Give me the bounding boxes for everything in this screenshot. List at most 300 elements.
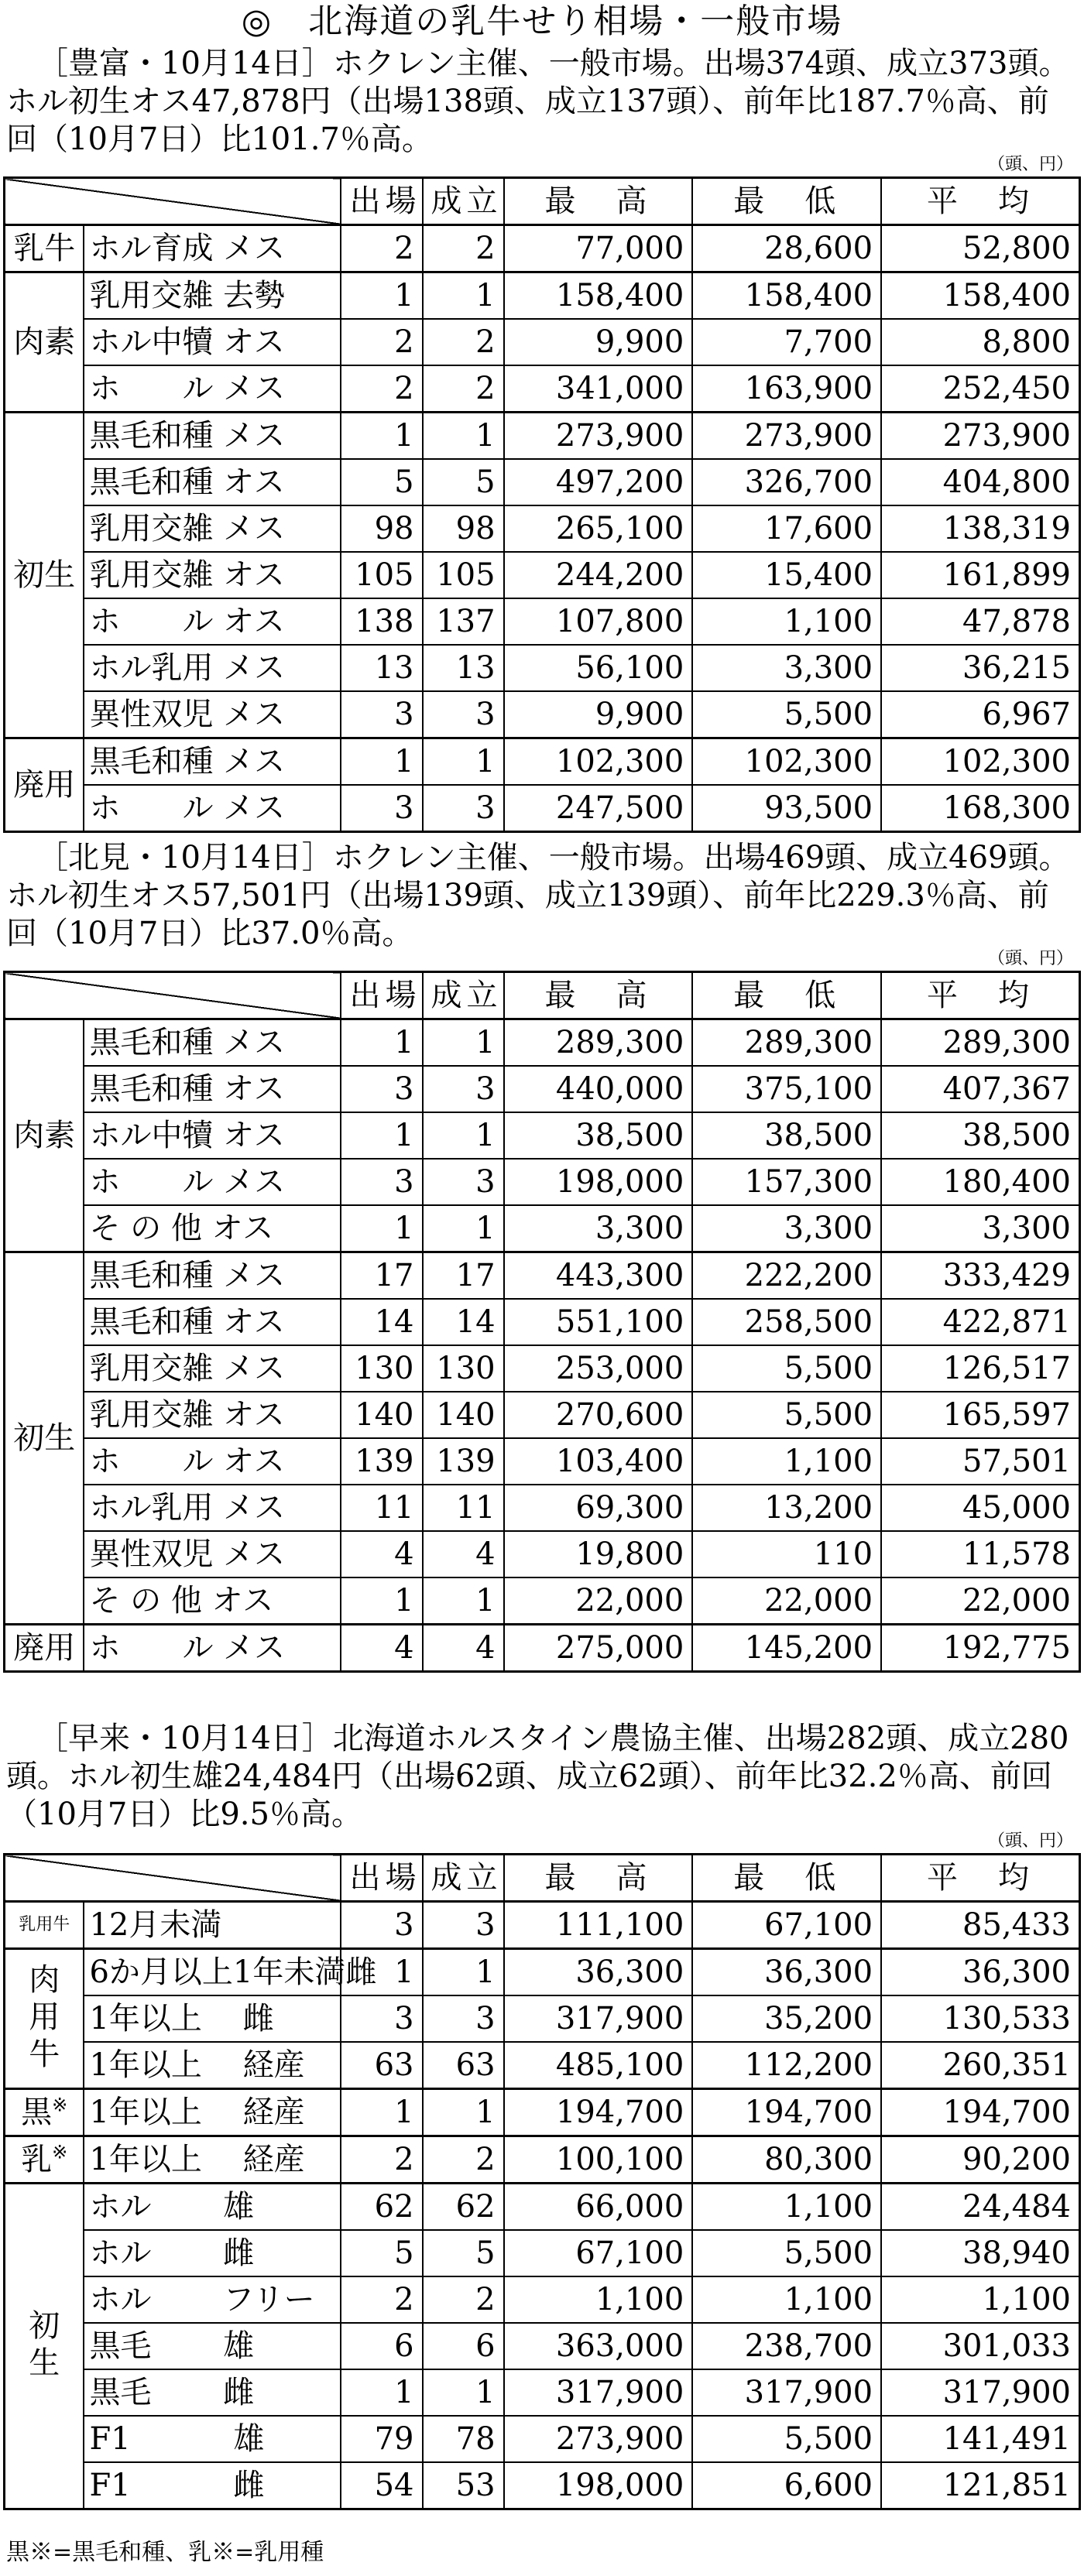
price-avg-cell: 24,484 [881,2184,1079,2231]
price-high-cell: 9,900 [504,691,693,738]
category-cell [5,1625,84,1672]
price-low-cell: 163,900 [692,365,881,413]
count-listed-cell: 17 [341,1252,422,1300]
category-label: 乳用牛 [19,1915,70,1934]
column-header: 成立 [423,178,504,225]
price-high-cell: 100,100 [504,2136,693,2184]
price-high-cell: 38,500 [504,1112,693,1159]
category-cell [5,1949,84,2089]
price-high-cell: 111,100 [504,1902,693,1949]
price-low-cell: 258,500 [692,1299,881,1345]
kind-cell: ホル乳用 メス [84,1485,341,1531]
price-avg-cell: 121,851 [881,2462,1079,2509]
count-listed-cell: 6 [341,2323,422,2369]
count-sold-cell: 4 [423,1531,504,1577]
price-high-cell: 440,000 [504,1066,693,1112]
price-avg-cell: 3,300 [881,1205,1079,1252]
price-avg-cell: 407,367 [881,1066,1079,1112]
kind-cell: 乳用交雑 去勢 [84,272,341,320]
price-high-cell: 273,900 [504,2416,693,2462]
category-label: 初生 [29,2308,60,2381]
market-intro: ［北見・10月14日］ホクレン主催、一般市場。出場469頭、成立469頭。ホル初生オス57,501円（出場139頭、成立139頭）、前年比229.3％高、前回（10月7日）比37.0％高。 [6,840,1070,951]
category-cell [5,2136,84,2184]
price-high-cell: 198,000 [504,2462,693,2509]
kind-cell: ホル中犢 オス [84,319,341,365]
count-sold-cell: 1 [423,1019,504,1067]
price-avg-cell: 317,900 [881,2369,1079,2416]
table-row [5,2184,1080,2231]
price-avg-cell: 260,351 [881,2042,1079,2089]
price-avg-cell: 422,871 [881,1299,1079,1345]
table-row [5,319,1080,365]
price-avg-cell: 126,517 [881,1345,1079,1392]
table-row [5,1205,1080,1252]
table-row [5,1531,1080,1577]
price-avg-cell: 52,800 [881,225,1079,272]
price-high-cell: 247,500 [504,785,693,832]
footnote-mark: ※ [52,2094,68,2116]
count-listed-cell: 5 [341,459,422,505]
kind-cell: 1年以上 雌 [84,1995,341,2042]
count-sold-cell: 11 [423,1485,504,1531]
price-high-cell: 67,100 [504,2230,693,2276]
table-row [5,1902,1080,1949]
count-listed-cell: 5 [341,2230,422,2276]
kind-cell: ホ ル メス [84,1159,341,1205]
count-listed-cell: 63 [341,2042,422,2089]
price-high-cell: 69,300 [504,1485,693,1531]
table-row [5,505,1080,552]
price-low-cell: 5,500 [692,2416,881,2462]
market-table [3,1853,1081,2510]
category-cell [5,225,84,272]
kind-cell: 1年以上 経産 [84,2089,341,2136]
unit-label: （頭、円） [987,1831,1073,1851]
table-row [5,2089,1080,2136]
count-sold-cell: 2 [423,365,504,413]
kind-cell: 黒毛和種 オス [84,1299,341,1345]
header-diagonal-cell [5,1855,341,1902]
price-low-cell: 67,100 [692,1902,881,1949]
price-high-cell: 341,000 [504,365,693,413]
table-row [5,738,1080,786]
count-sold-cell: 6 [423,2323,504,2369]
price-avg-cell: 90,200 [881,2136,1079,2184]
price-high-cell: 443,300 [504,1252,693,1300]
price-avg-cell: 22,000 [881,1577,1079,1625]
category-label: 乳 [21,2142,53,2177]
price-low-cell: 1,100 [692,2276,881,2323]
kind-cell: 黒毛和種 メス [84,1252,341,1300]
category-cell [5,2089,84,2136]
count-listed-cell: 1 [341,738,422,786]
count-listed-cell: 1 [341,1019,422,1067]
column-header: 最 高 [504,178,693,225]
count-listed-cell: 3 [341,1902,422,1949]
price-avg-cell: 158,400 [881,272,1079,320]
count-listed-cell: 139 [341,1438,422,1485]
price-low-cell: 35,200 [692,1995,881,2042]
price-low-cell: 375,100 [692,1066,881,1112]
header-diagonal-cell [5,972,341,1019]
price-low-cell: 5,500 [692,691,881,738]
count-listed-cell: 4 [341,1625,422,1672]
count-sold-cell: 3 [423,691,504,738]
price-high-cell: 317,900 [504,2369,693,2416]
table-row [5,1438,1080,1485]
price-low-cell: 17,600 [692,505,881,552]
category-label: 廃用 [13,1630,76,1666]
count-sold-cell: 2 [423,2136,504,2184]
count-listed-cell: 1 [341,1112,422,1159]
price-low-cell: 6,600 [692,2462,881,2509]
category-label: 肉用牛 [29,1962,60,2072]
table-row [5,2276,1080,2323]
table-row [5,272,1080,320]
kind-cell: ホル フリー [84,2276,341,2323]
price-avg-cell: 38,940 [881,2230,1079,2276]
count-sold-cell: 5 [423,2230,504,2276]
table-row [5,2230,1080,2276]
count-sold-cell: 98 [423,505,504,552]
kind-cell: 異性双児 メス [84,691,341,738]
kind-cell: ホ ル オス [84,1438,341,1485]
footnote: 黒※=黒毛和種、乳※=乳用種 [6,2539,324,2566]
price-low-cell: 157,300 [692,1159,881,1205]
category-cell [5,1902,84,1949]
price-low-cell: 238,700 [692,2323,881,2369]
price-avg-cell: 289,300 [881,1019,1079,1067]
kind-cell: ホ ル メス [84,365,341,413]
count-sold-cell: 105 [423,552,504,598]
table-row [5,2042,1080,2089]
price-avg-cell: 141,491 [881,2416,1079,2462]
column-header: 平 均 [881,1855,1079,1902]
count-sold-cell: 3 [423,785,504,832]
kind-cell: そ の 他 オス [84,1205,341,1252]
header-row [5,1855,1080,1902]
price-avg-cell: 38,500 [881,1112,1079,1159]
kind-cell: 黒毛 雄 [84,2323,341,2369]
count-listed-cell: 2 [341,365,422,413]
kind-cell: 1年以上 経産 [84,2042,341,2089]
price-high-cell: 270,600 [504,1392,693,1438]
category-label: 乳牛 [13,231,76,266]
table-row [5,1485,1080,1531]
unit-label: （頭、円） [987,155,1073,174]
price-low-cell: 102,300 [692,738,881,786]
column-header: 最 低 [692,972,881,1019]
kind-cell: 1年以上 経産 [84,2136,341,2184]
count-listed-cell: 3 [341,1066,422,1112]
market-table [3,176,1081,833]
kind-cell: 黒毛和種 メス [84,738,341,786]
kind-cell: 黒毛 雌 [84,2369,341,2416]
table-row [5,552,1080,598]
price-low-cell: 38,500 [692,1112,881,1159]
kind-cell: ホ ル オス [84,598,341,645]
category-label: 肉素 [13,1118,76,1153]
unit-label: （頭、円） [987,949,1073,968]
count-listed-cell: 3 [341,1995,422,2042]
kind-cell: ホル乳用 メス [84,645,341,691]
price-high-cell: 273,900 [504,413,693,460]
price-low-cell: 317,900 [692,2369,881,2416]
price-high-cell: 289,300 [504,1019,693,1067]
column-header: 最 低 [692,178,881,225]
price-avg-cell: 57,501 [881,1438,1079,1485]
column-header: 平 均 [881,178,1079,225]
header-row [5,178,1080,225]
price-avg-cell: 192,775 [881,1625,1079,1672]
price-avg-cell: 45,000 [881,1485,1079,1531]
column-header: 平 均 [881,972,1079,1019]
kind-cell: ホル中犢 オス [84,1112,341,1159]
price-avg-cell: 301,033 [881,2323,1079,2369]
table-row [5,459,1080,505]
kind-cell: 黒毛和種 オス [84,459,341,505]
price-high-cell: 363,000 [504,2323,693,2369]
count-sold-cell: 1 [423,738,504,786]
price-avg-cell: 404,800 [881,459,1079,505]
column-header: 出場 [341,972,422,1019]
table-row [5,1345,1080,1392]
price-high-cell: 244,200 [504,552,693,598]
category-label: 廃用 [13,767,76,803]
price-low-cell: 326,700 [692,459,881,505]
count-listed-cell: 3 [341,1159,422,1205]
market-intro: ［豊富・10月14日］ホクレン主催、一般市場。出場374頭、成立373頭。ホル初生オス47,878円（出場138頭、成立137頭）、前年比187.7％高、前回（10月7日）比101.7％高。 [6,46,1070,157]
count-listed-cell: 3 [341,691,422,738]
count-sold-cell: 63 [423,2042,504,2089]
price-high-cell: 551,100 [504,1299,693,1345]
count-sold-cell: 1 [423,1949,504,1996]
category-cell [5,272,84,413]
count-sold-cell: 140 [423,1392,504,1438]
kind-cell: 乳用交雑 メス [84,1345,341,1392]
price-low-cell: 112,200 [692,2042,881,2089]
count-listed-cell: 1 [341,1205,422,1252]
table-row [5,1392,1080,1438]
column-header: 最 高 [504,972,693,1019]
count-sold-cell: 1 [423,2369,504,2416]
count-listed-cell: 105 [341,552,422,598]
table-row [5,365,1080,413]
count-sold-cell: 1 [423,272,504,320]
price-low-cell: 28,600 [692,225,881,272]
price-low-cell: 194,700 [692,2089,881,2136]
table-row [5,1066,1080,1112]
price-avg-cell: 252,450 [881,365,1079,413]
price-low-cell: 5,500 [692,1345,881,1392]
count-listed-cell: 2 [341,2276,422,2323]
kind-cell: そ の 他 オス [84,1577,341,1625]
count-sold-cell: 78 [423,2416,504,2462]
count-listed-cell: 79 [341,2416,422,2462]
count-sold-cell: 1 [423,2089,504,2136]
price-avg-cell: 161,899 [881,552,1079,598]
count-listed-cell: 130 [341,1345,422,1392]
count-sold-cell: 13 [423,645,504,691]
price-avg-cell: 165,597 [881,1392,1079,1438]
count-listed-cell: 2 [341,225,422,272]
table-row [5,2136,1080,2184]
column-header: 最 低 [692,1855,881,1902]
kind-cell: ホル 雌 [84,2230,341,2276]
price-avg-cell: 8,800 [881,319,1079,365]
price-high-cell: 317,900 [504,1995,693,2042]
count-listed-cell: 13 [341,645,422,691]
price-low-cell: 80,300 [692,2136,881,2184]
price-avg-cell: 180,400 [881,1159,1079,1205]
count-sold-cell: 1 [423,413,504,460]
category-cell [5,2184,84,2509]
kind-cell: 12月未満 [84,1902,341,1949]
price-low-cell: 22,000 [692,1577,881,1625]
count-listed-cell: 62 [341,2184,422,2231]
count-listed-cell: 2 [341,2136,422,2184]
count-listed-cell: 1 [341,2369,422,2416]
table-row [5,1159,1080,1205]
price-low-cell: 158,400 [692,272,881,320]
count-sold-cell: 3 [423,1902,504,1949]
count-listed-cell: 11 [341,1485,422,1531]
category-label: 肉素 [13,324,76,360]
count-listed-cell: 140 [341,1392,422,1438]
price-low-cell: 110 [692,1531,881,1577]
price-low-cell: 5,500 [692,1392,881,1438]
column-header: 出場 [341,178,422,225]
price-avg-cell: 333,429 [881,1252,1079,1300]
count-sold-cell: 1 [423,1112,504,1159]
table-row [5,2462,1080,2509]
price-avg-cell: 36,215 [881,645,1079,691]
price-low-cell: 222,200 [692,1252,881,1300]
price-avg-cell: 11,578 [881,1531,1079,1577]
table-row [5,413,1080,460]
kind-cell: ホ ル メス [84,785,341,832]
price-avg-cell: 36,300 [881,1949,1079,1996]
count-sold-cell: 14 [423,1299,504,1345]
kind-cell: 異性双児 メス [84,1531,341,1577]
price-high-cell: 275,000 [504,1625,693,1672]
count-listed-cell: 1 [341,2089,422,2136]
price-avg-cell: 6,967 [881,691,1079,738]
count-sold-cell: 139 [423,1438,504,1485]
column-header: 成立 [423,1855,504,1902]
price-low-cell: 145,200 [692,1625,881,1672]
price-high-cell: 9,900 [504,319,693,365]
count-sold-cell: 3 [423,1159,504,1205]
category-cell [5,413,84,738]
price-avg-cell: 194,700 [881,2089,1079,2136]
price-low-cell: 273,900 [692,413,881,460]
count-listed-cell: 138 [341,598,422,645]
count-listed-cell: 1 [341,1949,422,1996]
table-row [5,645,1080,691]
table-row [5,598,1080,645]
table-row [5,225,1080,272]
price-low-cell: 289,300 [692,1019,881,1067]
price-high-cell: 158,400 [504,272,693,320]
kind-cell: 黒毛和種 メス [84,1019,341,1067]
price-high-cell: 103,400 [504,1438,693,1485]
kind-cell: F1 雄 [84,2416,341,2462]
count-listed-cell: 98 [341,505,422,552]
price-low-cell: 5,500 [692,2230,881,2276]
count-listed-cell: 3 [341,785,422,832]
count-listed-cell: 1 [341,272,422,320]
kind-cell: ホル育成 メス [84,225,341,272]
kind-cell: 黒毛和種 オス [84,1066,341,1112]
count-sold-cell: 137 [423,598,504,645]
market-intro: ［早来・10月14日］北海道ホルスタイン農協主催、出場282頭、成立280頭。ホル初生雄24,484円（出場62頭、成立62頭）、前年比32.2％高、前回（10月7日）比9.5％高。 [6,1721,1069,1832]
price-high-cell: 102,300 [504,738,693,786]
table-row [5,2323,1080,2369]
header-diagonal-cell [5,178,341,225]
table-row [5,785,1080,832]
table-row [5,1112,1080,1159]
table-row [5,2416,1080,2462]
price-low-cell: 1,100 [692,2184,881,2231]
count-listed-cell: 1 [341,413,422,460]
kind-cell: 6か月以上1年未満雌 [84,1949,341,1996]
footnote-mark: ※ [52,2141,68,2163]
price-avg-cell: 1,100 [881,2276,1079,2323]
count-sold-cell: 130 [423,1345,504,1392]
count-sold-cell: 2 [423,319,504,365]
count-sold-cell: 3 [423,1995,504,2042]
count-sold-cell: 17 [423,1252,504,1300]
category-cell [5,1019,84,1252]
count-listed-cell: 54 [341,2462,422,2509]
price-high-cell: 485,100 [504,2042,693,2089]
price-low-cell: 1,100 [692,598,881,645]
price-low-cell: 1,100 [692,1438,881,1485]
market-table [3,971,1081,1673]
count-listed-cell: 2 [341,319,422,365]
count-sold-cell: 2 [423,2276,504,2323]
price-low-cell: 15,400 [692,552,881,598]
price-high-cell: 265,100 [504,505,693,552]
price-low-cell: 3,300 [692,1205,881,1252]
count-sold-cell: 2 [423,225,504,272]
kind-cell: 乳用交雑 オス [84,552,341,598]
category-cell [5,1252,84,1625]
count-sold-cell: 3 [423,1066,504,1112]
kind-cell: ホ ル メス [84,1625,341,1672]
price-high-cell: 36,300 [504,1949,693,1996]
count-sold-cell: 5 [423,459,504,505]
price-avg-cell: 102,300 [881,738,1079,786]
price-high-cell: 66,000 [504,2184,693,2231]
column-header: 出場 [341,1855,422,1902]
price-avg-cell: 47,878 [881,598,1079,645]
count-sold-cell: 4 [423,1625,504,1672]
count-listed-cell: 1 [341,1577,422,1625]
price-high-cell: 22,000 [504,1577,693,1625]
price-high-cell: 253,000 [504,1345,693,1392]
price-low-cell: 36,300 [692,1949,881,1996]
price-high-cell: 107,800 [504,598,693,645]
price-high-cell: 56,100 [504,645,693,691]
table-row [5,2369,1080,2416]
price-low-cell: 7,700 [692,319,881,365]
category-label: 初生 [13,557,76,593]
table-row [5,1019,1080,1067]
kind-cell: 乳用交雑 メス [84,505,341,552]
price-high-cell: 194,700 [504,2089,693,2136]
